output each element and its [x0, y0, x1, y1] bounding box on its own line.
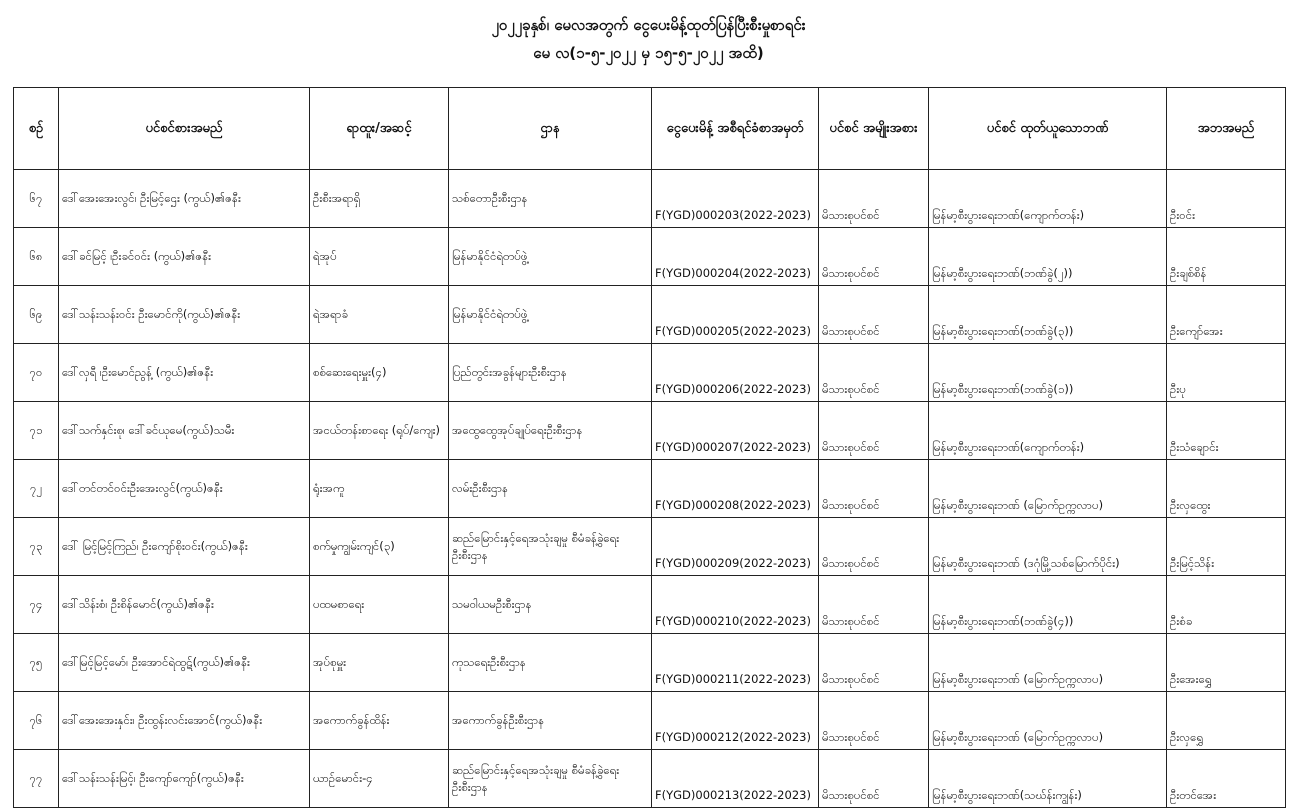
cell-no: ၇၅: [14, 634, 59, 692]
header-no: စဉ်: [14, 88, 59, 170]
document-title: ၂၀၂၂ခုနှစ်၊ မေလအတွက် ငွေပေးမိန့်ထုတ်ပြန်ပြီးစီးမှုစာရင်း: [491, 16, 806, 34]
header-agent: အဘအမည်: [1167, 88, 1286, 170]
pension-table: [13, 87, 1286, 808]
cell-department: ဆည်မြောင်းနှင့်ရေအသုံးချမှု စီမံခန့်ခွဲရေးဦးစီးဌာန: [449, 750, 652, 808]
table-row: [14, 576, 1286, 634]
cell-department: အထွေထွေအုပ်ချုပ်ရေးဦးစီးဌာန: [449, 402, 652, 460]
cell-department: မြန်မာနိုင်ငံရဲတပ်ဖွဲ့: [449, 228, 652, 286]
cell-position: စက်မှုကျွမ်းကျင်(၃): [310, 518, 449, 576]
cell-pension-type: မိသားစုပင်စင်: [819, 344, 929, 402]
cell-pension-type: မိသားစုပင်စင်: [819, 692, 929, 750]
table-row: [14, 170, 1286, 228]
header-pension-type: ပင်စင် အမျိုးအစား: [819, 88, 929, 170]
cell-bank: မြန်မာ့စီးပွားရေးဘဏ်(ဘဏ်ခွဲ(၄)): [929, 576, 1167, 634]
cell-order: F(YGD)000205(2022-2023): [652, 286, 819, 344]
table-row: [14, 634, 1286, 692]
cell-bank: မြန်မာ့စီးပွားရေးဘဏ် (မြောက်ဥက္ကလာပ): [929, 634, 1167, 692]
cell-position: အငယ်တန်းစာရေး (ရုပ်/ကျေး): [310, 402, 449, 460]
table-header-row: [14, 88, 1286, 170]
cell-pension-type: မိသားစုပင်စင်: [819, 576, 929, 634]
cell-father: ဦးသံချောင်း: [1167, 402, 1286, 460]
cell-department: အကောက်ခွန်ဦးစီးဌာန: [449, 692, 652, 750]
cell-pension-type: မိသားစုပင်စင်: [819, 634, 929, 692]
cell-order: F(YGD)000203(2022-2023): [652, 170, 819, 228]
cell-father: ဦးအေးရွှေ: [1167, 634, 1286, 692]
cell-department: ကုသရေးဦးစီးဌာန: [449, 634, 652, 692]
cell-pension-type: မိသားစုပင်စင်: [819, 228, 929, 286]
cell-order: F(YGD)000213(2022-2023): [652, 750, 819, 808]
cell-father: ဦးတင်အေး: [1167, 750, 1286, 808]
cell-department: ပြည်တွင်းအခွန်များဦးစီးဌာန: [449, 344, 652, 402]
cell-order: F(YGD)000210(2022-2023): [652, 576, 819, 634]
cell-no: ၇၄: [14, 576, 59, 634]
cell-father: ဦးကျော်အေး: [1167, 286, 1286, 344]
header-pension-office: ပင်စင် ထုတ်ယူသောဘဏ်: [929, 88, 1167, 170]
cell-no: ၇၂: [14, 460, 59, 518]
table-row: [14, 402, 1286, 460]
cell-pension-type: မိသားစုပင်စင်: [819, 460, 929, 518]
cell-position: ရဲအရာခံ: [310, 286, 449, 344]
cell-bank: မြန်မာ့စီးပွားရေးဘဏ်(ဘဏ်ခွဲ(၃)): [929, 286, 1167, 344]
cell-position: ပထမစာရေး: [310, 576, 449, 634]
cell-father: ဦးပု: [1167, 344, 1286, 402]
cell-name: ဒေါ်သက်နှင်းစု၊ ဒေါ်ခင်ယုမေ(ကွယ်)သမီး: [59, 402, 310, 460]
table-row: [14, 460, 1286, 518]
cell-name: ဒေါ်သန်းသန်းဝင်း ဦးမောင်ကို(ကွယ်)၏ဇနီး: [59, 286, 310, 344]
cell-father: ဦးစံခ: [1167, 576, 1286, 634]
cell-bank: မြန်မာ့စီးပွားရေးဘဏ်(သဃ်န်းကျွန်း): [929, 750, 1167, 808]
cell-position: အုပ်စုမှူး: [310, 634, 449, 692]
cell-department: သမဝါယမဦးစီးဌာန: [449, 576, 652, 634]
document-header: [0, 14, 1297, 64]
cell-order: F(YGD)000209(2022-2023): [652, 518, 819, 576]
cell-position: စစ်ဆေးရေးမှူး(၄): [310, 344, 449, 402]
table-body: [14, 170, 1286, 808]
cell-pension-type: မိသားစုပင်စင်: [819, 402, 929, 460]
table-row: [14, 344, 1286, 402]
cell-no: ၆၉: [14, 286, 59, 344]
cell-order: F(YGD)000207(2022-2023): [652, 402, 819, 460]
cell-department: မြန်မာနိုင်ငံရဲတပ်ဖွဲ့: [449, 286, 652, 344]
cell-no: ၇၁: [14, 402, 59, 460]
cell-position: ရုံးအကူ: [310, 460, 449, 518]
cell-no: ၇၀: [14, 344, 59, 402]
table-row: [14, 692, 1286, 750]
header-contractor: ပင်စင်စားအမည်: [59, 88, 310, 170]
table-row: [14, 750, 1286, 808]
cell-no: ၆၈: [14, 228, 59, 286]
cell-father: ဦးဝင်း: [1167, 170, 1286, 228]
cell-bank: မြန်မာ့စီးပွားရေးဘဏ်(ဘဏ်ခွဲ(၁)): [929, 344, 1167, 402]
cell-order: F(YGD)000212(2022-2023): [652, 692, 819, 750]
header-order: ငွေပေးမိန့် အစီရင်ခံစာအမှတ်: [652, 88, 819, 170]
cell-department: ဆည်မြောင်းနှင့်ရေအသုံးချမှု စီမံခန့်ခွဲရေးဦးစီးဌာန: [449, 518, 652, 576]
cell-pension-type: မိသားစုပင်စင်: [819, 518, 929, 576]
cell-bank: မြန်မာ့စီးပွားရေးဘဏ်(ကျောက်တန်း): [929, 170, 1167, 228]
cell-position: ဦးစီးအရာရှိ: [310, 170, 449, 228]
cell-father: ဦးလှထွေး: [1167, 460, 1286, 518]
cell-bank: မြန်မာ့စီးပွားရေးဘဏ် (မြောက်ဥက္ကလာပ): [929, 460, 1167, 518]
cell-name: ဒေါ်တင်တင်ဝင်းဦးအေးလွင်(ကွယ်)ဇနီး: [59, 460, 310, 518]
cell-name: ဒေါ်အေးအေးနှင်း၊ ဦးထွန်းလင်းအောင်(ကွယ်)ဇနီး: [59, 692, 310, 750]
cell-department: သစ်တောဦးစီးဌာန: [449, 170, 652, 228]
table-row: [14, 228, 1286, 286]
cell-bank: မြန်မာ့စီးပွားရေးဘဏ်(ကျောက်တန်း): [929, 402, 1167, 460]
cell-name: ဒေါ်အေးအေးလွင်၊ ဦးမြင့်ဌေး (ကွယ်)၏ဇနီး: [59, 170, 310, 228]
cell-bank: မြန်မာ့စီးပွားရေးဘဏ် (ဒဂုံမြို့သစ်မြောက်ပိုင်း): [929, 518, 1167, 576]
cell-department: လမ်းဦးစီးဌာန: [449, 460, 652, 518]
cell-order: F(YGD)000211(2022-2023): [652, 634, 819, 692]
cell-bank: မြန်မာ့စီးပွားရေးဘဏ် (မြောက်ဥက္ကလာပ): [929, 692, 1167, 750]
table-row: [14, 286, 1286, 344]
cell-father: ဦးချစ်စိန်: [1167, 228, 1286, 286]
cell-no: ၇၇: [14, 750, 59, 808]
cell-bank: မြန်မာ့စီးပွားရေးဘဏ်(ဘဏ်ခွဲ(၂)): [929, 228, 1167, 286]
cell-position: ယာဉ်မောင်း-၄: [310, 750, 449, 808]
cell-father: ဦးမြင့်သိန်း: [1167, 518, 1286, 576]
document-subtitle: မေ လ(၁-၅-၂၀၂၂ မှ ၁၅-၅-၂၀၂၂ အထိ): [533, 44, 764, 62]
cell-position: ရဲအုပ်: [310, 228, 449, 286]
cell-pension-type: မိသားစုပင်စင်: [819, 750, 929, 808]
cell-name: ဒေါ်ခင်မြင့် ၊ဦးခင်ဝင်း (ကွယ်)၏ဇနီး: [59, 228, 310, 286]
cell-name: ဒေါ်သန်းသန်းမြင့်၊ ဦးကျော်ကျော်(ကွယ်)ဇနီး: [59, 750, 310, 808]
cell-name: ဒေါ် မြင့်မြင့်ကြည်၊ ဦးကျော်စိုးဝင်း(ကွယ်)ဇနီး: [59, 518, 310, 576]
cell-no: ၇၆: [14, 692, 59, 750]
header-department: ဌာန: [449, 88, 652, 170]
cell-pension-type: မိသားစုပင်စင်: [819, 286, 929, 344]
cell-no: ၆၇: [14, 170, 59, 228]
cell-position: အကောက်ခွန်ထိန်း: [310, 692, 449, 750]
cell-name: ဒေါ်လှရီ ၊ဦးမောင်ညွန့် (ကွယ်)၏ဇနီး: [59, 344, 310, 402]
cell-pension-type: မိသားစုပင်စင်: [819, 170, 929, 228]
cell-father: ဦးလှရွှေ: [1167, 692, 1286, 750]
cell-no: ၇၃: [14, 518, 59, 576]
cell-name: ဒေါ်သိန်းစံ၊ ဦးစိန်မောင်(ကွယ်)၏ဇနီး: [59, 576, 310, 634]
header-position: ရာထူး/အဆင့်: [310, 88, 449, 170]
cell-name: ဒေါ်မြင့်မြင့်မော်၊ ဦးအောင်ရဲထွဋ်(ကွယ်)၏ဇနီး: [59, 634, 310, 692]
cell-order: F(YGD)000204(2022-2023): [652, 228, 819, 286]
table-row: [14, 518, 1286, 576]
cell-order: F(YGD)000206(2022-2023): [652, 344, 819, 402]
cell-order: F(YGD)000208(2022-2023): [652, 460, 819, 518]
